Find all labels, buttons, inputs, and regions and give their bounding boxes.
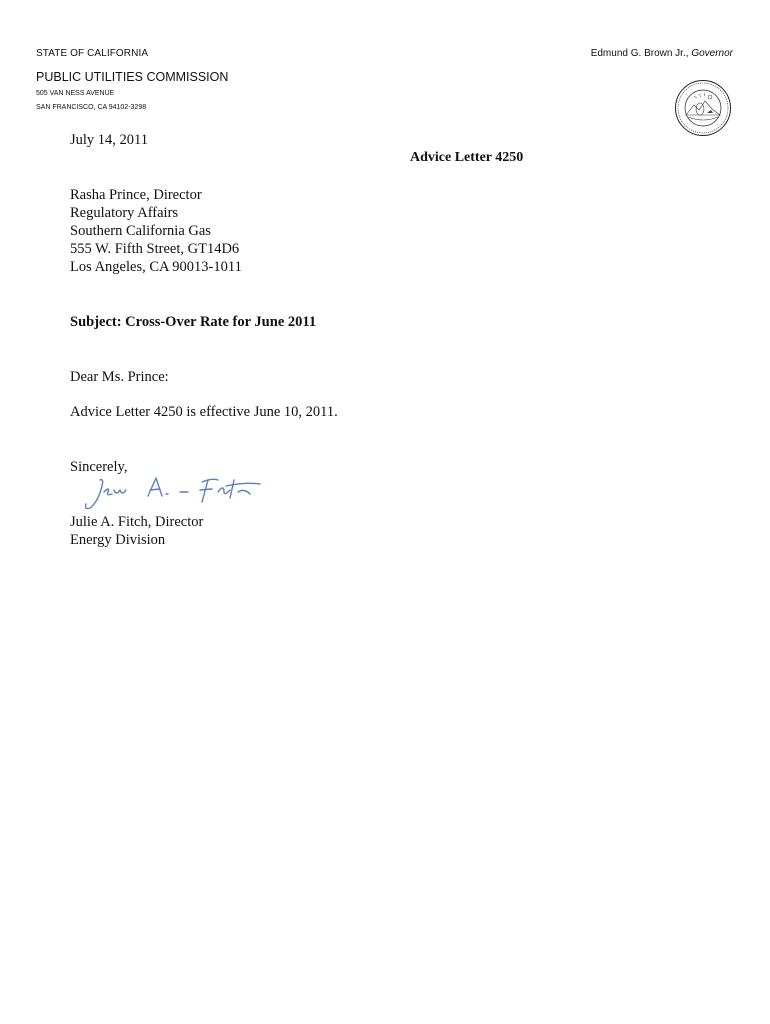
agency-name: PUBLIC UTILITIES COMMISSION xyxy=(36,70,229,84)
governor-title: Governor xyxy=(691,48,733,59)
signer-block xyxy=(70,513,203,549)
letter-date: July 14, 2011 xyxy=(70,132,149,148)
recipient-line: Rasha Prince, Director xyxy=(70,187,202,203)
recipient-address xyxy=(70,186,242,276)
state-label: STATE OF CALIFORNIA xyxy=(36,48,149,59)
closing: Sincerely, xyxy=(70,459,128,475)
recipient-line: 555 W. Fifth Street, GT14D6 xyxy=(70,241,240,257)
governor-name: Edmund G. Brown Jr., xyxy=(590,48,689,59)
body-paragraph: Advice Letter 4250 is effective June 10, 2011. xyxy=(70,404,338,420)
letter-subject: Subject: Cross-Over Rate for June 2011 xyxy=(70,314,317,330)
handwritten-signature xyxy=(78,472,268,514)
signer-division: Energy Division xyxy=(70,532,166,548)
recipient-line: Southern California Gas xyxy=(70,223,211,239)
advice-letter-number: Advice Letter 4250 xyxy=(410,150,524,165)
agency-address-line2: SAN FRANCISCO, CA 94102-3298 xyxy=(36,104,147,111)
signer-name-title: Julie A. Fitch, Director xyxy=(70,514,204,530)
california-state-seal-icon xyxy=(674,79,732,137)
recipient-line: Los Angeles, CA 90013-1011 xyxy=(70,259,242,275)
agency-address-line1: 505 VAN NESS AVENUE xyxy=(36,90,115,97)
governor-line xyxy=(591,48,733,59)
recipient-line: Regulatory Affairs xyxy=(70,205,179,221)
salutation: Dear Ms. Prince: xyxy=(70,369,169,385)
